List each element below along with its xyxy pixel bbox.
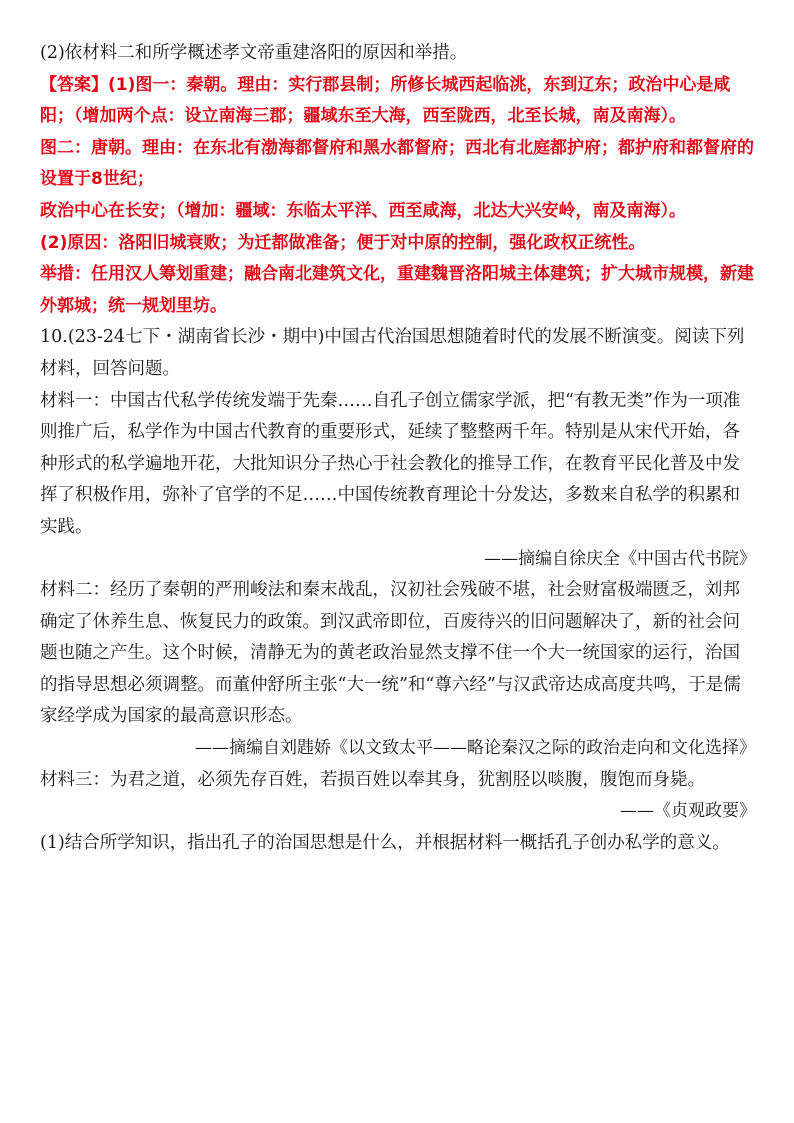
answer-text-1: (1)图一：秦朝。理由：实行郡县制；所修长城西起临洮，东到辽东；政治中心是咸阳；（增加两个点：设立南海三郡；疆域东至大海，西至陇西，北至长城，南及南海）。 [40,74,731,127]
previous-question: (2)依材料二和所学概述孝文帝重建洛阳的原因和举措。 [40,43,468,63]
material-3: 材料三：为君之道，必须先存百姓，若损百姓以奉其身，犹割胫以啖腹，腹饱而身毙。 [40,769,705,790]
answer-paragraph-2: 图二：唐朝。理由：在东北有渤海都督府和黑水都督府；西北有北庭都护府；都护府和都督府的设置于8世纪； [40,137,754,190]
material-3-source: ——《贞观政要》 [620,801,756,822]
material-2-source: ——摘编自刘韪娇《以文致太平——略论秦汉之际的政治走向和文化选择》 [195,738,756,759]
material-2: 材料二：经历了秦朝的严刑峻法和秦末战乱，汉初社会残破不堪，社会财富极端匮乏，刘邦确定了休养生息、恢复民力的政策。到汉武帝即位，百废待兴的旧问题解决了，新的社会问题也随之产生。这个时候，清静无为的黄老政治显然支撑不住一个大一统国家的运行，治国的指导思想必须调整。而董仲舒所主张“大一统”和“尊六经”与汉武帝达成高度共鸣，于是儒家经学成为国家的最高意识形态。 [40,580,741,727]
sub-question-1: (1)结合所学知识，指出孔子的治国思想是什么，并根据材料一概括孔子创办私学的意义。 [40,832,730,853]
question-10-header: 10.(23-24七下・湖南省长沙・期中)中国古代治国思想随着时代的发展不断演变。阅读下列材料，回答问题。 [40,327,745,379]
material-1: 材料一：中国古代私学传统发端于先秦……自孔子创立儒家学派，把“有教无类”作为一项准则推广后，私学作为中国古代教育的重要形式，延续了整整两千年。特别是从宋代开始，各种形式的私学遍地开花，大批知识分子热心于社会教化的推导工作，在教育平民化普及中发挥了积极作用，弥补了官学的不足……中国传统教育理论十分发达，多数来自私学的积累和实践。 [40,390,741,537]
answer-paragraph-5: 举措：任用汉人筹划重建；融合南北建筑文化，重建魏晋洛阳城主体建筑；扩大城市规模，新建外郭城；统一规划里坊。 [40,264,754,316]
answer-tag: 【答案】 [40,74,108,95]
material-1-source: ——摘编自徐庆全《中国古代书院》 [484,548,756,569]
answer-paragraph-4: (2)原因：洛阳旧城衰败；为迁都做准备；便于对中原的控制，强化政权正统性。 [40,232,646,253]
answer-paragraph-3: 政治中心在长安；（增加：疆域：东临太平洋、西至咸海，北达大兴安岭，南及南海）。 [40,200,686,221]
answer-paragraph-1 [40,70,756,133]
document-page [40,38,756,859]
